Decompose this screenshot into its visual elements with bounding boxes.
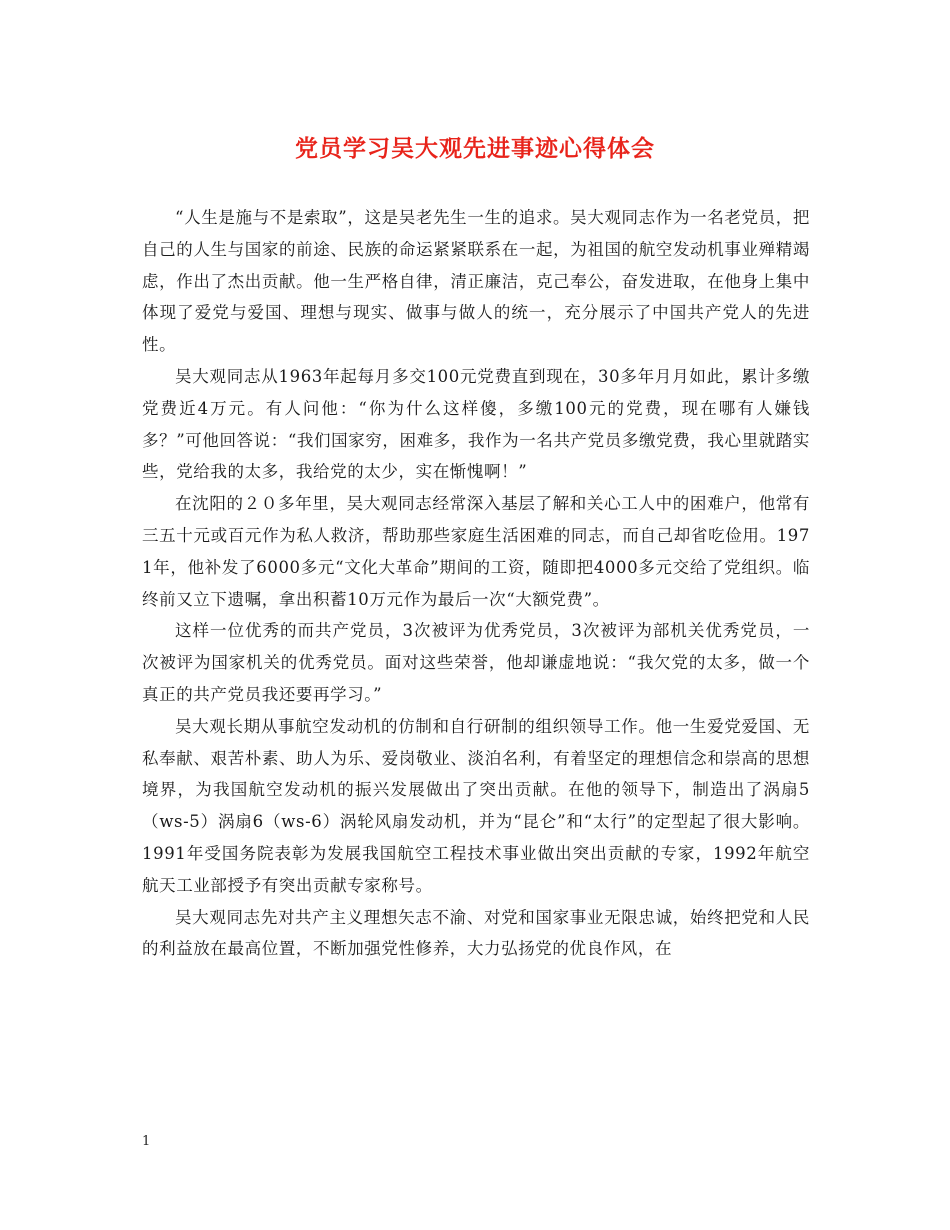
paragraph-4: 这样一位优秀的而共产党员，3次被评为优秀党员，3次被评为部机关优秀党员，一次被评为国家机关的优秀党员。面对这些荣誉，他却谦虚地说：“我欠党的太多，做一个真正的共产党员我还要再学习。” [142,621,810,704]
document-title: 党员学习吴大观先进事迹心得体会 [295,135,655,162]
paragraph-3: 在沈阳的２０多年里，吴大观同志经常深入基层了解和关心工人中的困难户，他常有三五十元或百元作为私人救济，帮助那些家庭生活困难的同志，而自己却省吃俭用。1971年，他补发了6000多元“文化大革命”期间的工资，随即把4000多元交给了党组织。临终前又立下遗嘱，拿出积蓄10万元作为最后一次“大额党费”。 [142,494,810,609]
paragraph-6: 吴大观同志先对共产主义理想矢志不渝、对党和国家事业无限忠诚，始终把党和人民的利益放在最高位置，不断加强党性修养，大力弘扬党的优良作风，在 [142,907,810,959]
paragraph-1: “人生是施与不是索取”，这是吴老先生一生的追求。吴大观同志作为一名老党员，把自己的人生与国家的前途、民族的命运紧紧联系在一起，为祖国的航空发动机事业殚精竭虑，作出了杰出贡献。他一生严格自律，清正廉洁，克己奉公，奋发进取，在他身上集中体现了爱党与爱国、理想与现实、做事与做人的统一，充分展示了中国共产党人的先进性。 [142,208,810,355]
document-body [142,202,810,965]
paragraph-5: 吴大观长期从事航空发动机的仿制和自行研制的组织领导工作。他一生爱党爱国、无私奉献、艰苦朴素、助人为乐、爱岗敬业、淡泊名利，有着坚定的理想信念和崇高的思想境界，为我国航空发动机的振兴发展做出了突出贡献。在他的领导下，制造出了涡扇5（ws-5）涡扇6（ws-6）涡轮风扇发动机，并为“昆仑”和“太行”的定型起了很大影响。 1991年受国务院表彰为发展我国航空工程技术事业做出突出贡献的专家，1992年航空航天工业部授予有突出贡献专家称号。 [142,716,810,895]
page-number: 1 [142,1134,151,1149]
paragraph-2: 吴大观同志从1963年起每月多交100元党费直到现在，30多年月月如此，累计多缴党费近4万元。有人问他：“你为什么这样傻，多缴100元的党费，现在哪有人嫌钱多？”可他回答说：“我们国家穷，困难多，我作为一名共产党员多缴党费，我心里就踏实些，党给我的太多，我给党的太少，实在惭愧啊！” [142,366,810,482]
